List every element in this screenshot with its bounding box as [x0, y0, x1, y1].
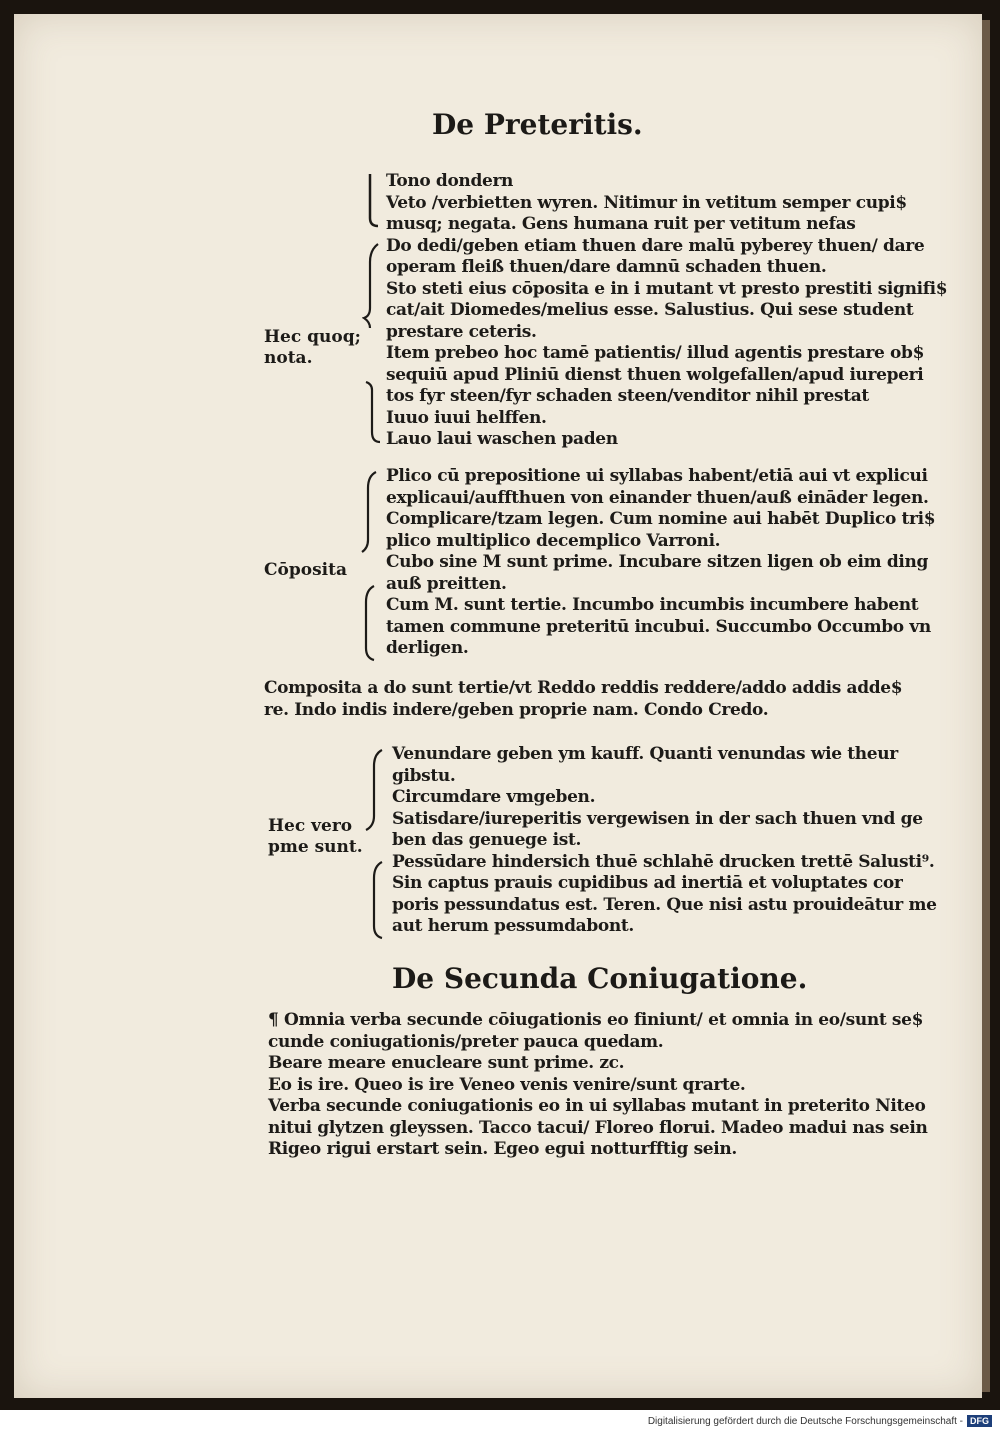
footer-credit — [648, 1413, 992, 1429]
text-line: ¶ Omnia verba secunde cōiugationis eo finiunt/ et omnia in eo/sunt se$ — [268, 1010, 924, 1030]
text-block-4 — [392, 744, 937, 938]
text-line: auß preitten. — [386, 573, 507, 594]
text-line: Veto /verbietten wyren. Nitimur in vetitum semper cupi$ — [386, 192, 907, 213]
text-line: Pessūdare hindersich thuē schlahē drucken trettē Salusti⁹. — [392, 851, 935, 872]
text-line: Verba secunde coniugationis eo in ui syllabas mutant in preterito Niteo — [268, 1096, 926, 1116]
margin-note-1 — [264, 327, 361, 369]
text-line: Cubo sine M sunt prime. Incubare sitzen ligen ob eim ding — [386, 552, 929, 572]
margin-line: Cōposita — [264, 560, 347, 580]
margin-line: Hec vero — [268, 816, 353, 836]
text-block-5 — [268, 1010, 928, 1161]
bracket-block2 — [358, 466, 382, 666]
text-line: poris pessundatus est. Teren. Que nisi astu prouideātur me — [392, 894, 937, 915]
text-line: operam fleiß thuen/dare damnū schaden thuen. — [386, 257, 827, 277]
text-line: Item prebeo hoc tamē patientis/ illud agentis prestare ob$ — [386, 343, 925, 363]
text-line: plico multiplico decemplico Varroni. — [386, 530, 721, 551]
margin-note-2 — [264, 560, 347, 581]
text-line: Sto steti eius cōposita e in i mutant vt presto prestiti signifi$ — [386, 278, 948, 299]
text-line: nitui glytzen gleyssen. Tacco tacui/ Floreo florui. Madeo madui nas sein — [268, 1117, 928, 1138]
text-line: sequiū apud Pliniū dienst thuen wolgefallen/apud iureperi — [386, 364, 924, 385]
text-line: ben das genuege ist. — [392, 830, 582, 850]
text-line: Tono dondern — [386, 171, 514, 191]
text-line: Lauo laui waschen paden — [386, 429, 618, 449]
text-line: derligen. — [386, 638, 469, 658]
text-line: Iuuo iuui helffen. — [386, 407, 547, 428]
text-block-2 — [386, 466, 935, 660]
margin-note-4 — [268, 816, 363, 858]
text-line: musq; negata. Gens humana ruit per vetitum nefas — [386, 214, 856, 234]
text-line: tamen commune preteritū incubui. Succumbo Occumbo vn — [386, 616, 931, 637]
text-line: Cum M. sunt tertie. Incumbo incumbis incumbere habent — [386, 595, 919, 615]
text-line: Beare meare enucleare sunt prime. zc. — [268, 1053, 625, 1073]
text-line: Venundare geben ym kauff. Quanti venundas wie theur — [392, 744, 898, 764]
margin-line: Hec quoq; — [264, 327, 361, 347]
dfg-logo[interactable]: DFG — [967, 1415, 992, 1427]
footer-credit-text: Digitalisierung gefördert durch die Deutsche Forschungsgemeinschaft - — [647, 1415, 963, 1427]
text-line: prestare ceteris. — [386, 321, 537, 342]
text-line: Composita a do sunt tertie/vt Reddo reddis reddere/addo addis adde$ — [264, 678, 903, 698]
margin-line: pme sunt. — [268, 837, 363, 857]
bracket-block4 — [364, 744, 388, 944]
text-block-1 — [386, 171, 947, 451]
text-line: Circumdare vmgeben. — [392, 787, 596, 807]
page-title: De Preteritis. — [432, 108, 643, 141]
bracket-block1 — [362, 170, 382, 460]
margin-line: nota. — [264, 348, 313, 368]
text-line: Do dedi/geben etiam thuen dare malū pyberey thuen/ dare — [386, 235, 925, 256]
text-line: gibstu. — [392, 765, 456, 786]
text-line: Rigeo rigui erstart sein. Egeo egui notturfftig sein. — [268, 1139, 737, 1159]
text-line: Plico cū prepositione ui syllabas habent/etiā aui vt explicui — [386, 466, 928, 486]
text-line: Eo is ire. Queo is ire Veneo venis venire/sunt qrarte. — [268, 1074, 746, 1095]
text-line: Complicare/tzam legen. Cum nomine aui habēt Duplico tri$ — [386, 509, 936, 529]
text-line: cunde coniugationis/preter pauca quedam. — [268, 1031, 664, 1052]
page-edge — [982, 20, 990, 1392]
text-line: cat/ait Diomedes/melius esse. Salustius. Qui sese student — [386, 300, 914, 320]
text-line: Sin captus prauis cupidibus ad inertiā et voluptates cor — [392, 873, 903, 893]
text-line: tos fyr steen/fyr schaden steen/venditor nihil prestat — [386, 386, 869, 406]
text-line: aut herum pessumdabont. — [392, 916, 634, 936]
text-line: re. Indo indis indere/geben proprie nam. Condo Credo. — [264, 699, 769, 720]
text-block-3 — [264, 678, 902, 721]
text-line: Satisdare/iureperitis vergewisen in der sach thuen vnd ge — [392, 808, 923, 829]
text-line: explicaui/auffthuen von einander thuen/auß eināder legen. — [386, 487, 929, 508]
section-heading: De Secunda Coniugatione. — [392, 962, 808, 995]
